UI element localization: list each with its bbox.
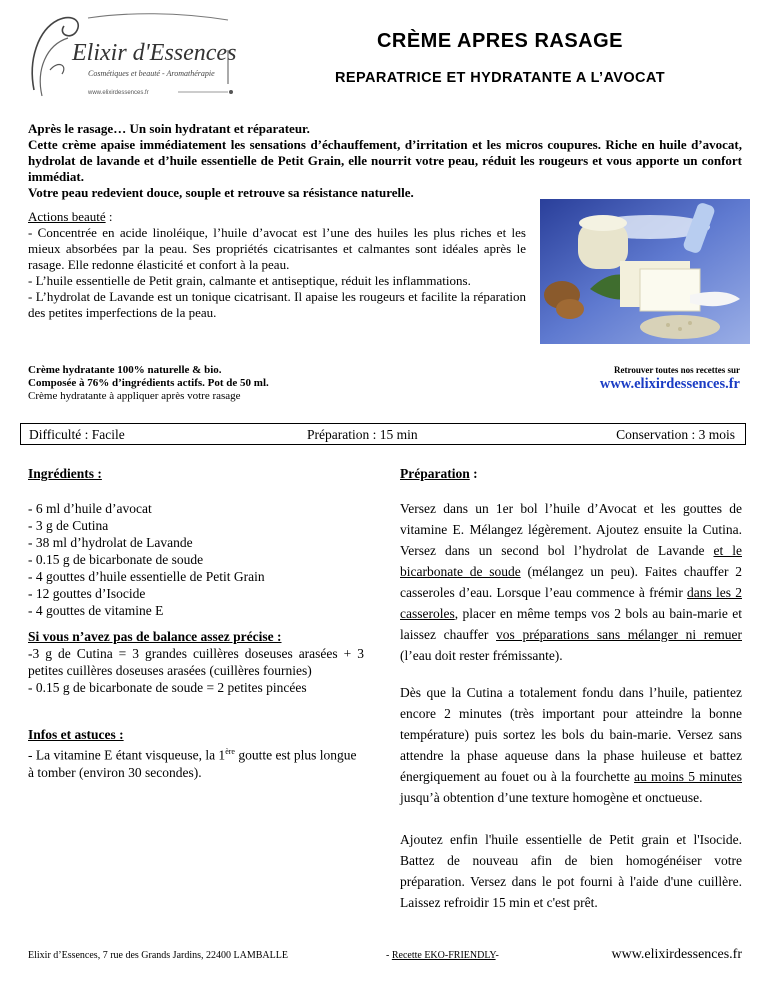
balance-section	[28, 628, 364, 696]
info-line: Composée à 76% d’ingrédients actifs. Pot de 50 ml.	[28, 377, 269, 389]
list-item: - 0.15 g de bicarbonate de soude	[28, 552, 204, 567]
balance-item: -3 g de Cutina = 3 grandes cuillères doseuses arasées + 3 petites cuillères doseuses arasées (cuillères fournies)	[28, 646, 364, 678]
spec-preparation: Préparation : 15 min	[307, 427, 418, 442]
logo-url: www.elixirdessences.fr	[88, 90, 149, 96]
actions-item: - Concentrée en acide linoléique, l’huile d’avocat est l’une des huiles les plus riches et les mieux absorbées par la peau. Ses propriétés cicatrisantes et calmantes sont idéales après le rasage. Elle redonne élasticité et confort à la peau.	[28, 225, 526, 272]
info-line: Crème hydratante à appliquer après votre rasage	[28, 390, 241, 402]
balance-heading: Si vous n’avez pas de balance assez précise :	[28, 629, 282, 644]
footer-recette-suffix: -	[495, 950, 499, 961]
intro-line: Votre peau redevient douce, souple et retrouve sa résistance naturelle.	[28, 185, 414, 200]
list-item: - 38 ml d’hydrolat de Lavande	[28, 535, 193, 550]
list-item: - 12 gouttes d’Isocide	[28, 586, 146, 601]
footer-recette-prefix: -	[386, 950, 392, 961]
prep-text: (l’eau doit rester frémissante).	[400, 648, 563, 663]
prep-text: , placer en même temps vos 2 bols au bain-marie et laissez chauffer	[400, 606, 742, 642]
product-info	[28, 364, 448, 403]
tips-heading: Infos et astuces :	[28, 727, 124, 742]
intro-line: Après le rasage… Un soin hydratant et réparateur.	[28, 121, 310, 136]
brand-logo	[28, 10, 236, 105]
prep-emphasis: vos préparations sans mélanger ni remuer	[496, 627, 742, 642]
spec-conservation: Conservation : 3 mois	[616, 427, 735, 442]
promo-label: Retrouver toutes nos recettes sur	[614, 365, 740, 375]
prep-text: (mélangez un peu). Faites chauffer 2 casseroles d’eau. Lorsque l’eau commence à frémir	[400, 564, 742, 600]
footer-recette-wrap	[386, 950, 499, 961]
actions-item: - L’huile essentielle de Petit grain, calmante et antiseptique, réduit les inflammations.	[28, 273, 471, 288]
list-item: - 3 g de Cutina	[28, 518, 109, 533]
intro-line: Cette crème apaise immédiatement les sensations d’échauffement, d’irritation et les micros coupures. Riche en huile d’avocat, hydrolat de lavande et d’huile essentielle de Petit Grain, elle nourrit votre peau, réduit les rougeurs et vous apporte un confort immédiat.	[28, 137, 742, 184]
tips-sup: ère	[225, 747, 235, 756]
preparation-heading-wrap	[400, 466, 478, 482]
prep-emphasis: dans les 2 casseroles	[400, 585, 742, 621]
prep-text: jusqu’à obtention d’une texture homogène et onctueuse.	[400, 790, 703, 805]
preparation-step	[400, 498, 742, 666]
prep-text: Ajoutez enfin l'huile essentielle de Petit grain et l'Isocide. Battez de nouveau afin de bien homogénéiser votre préparation. Versez dans le pot fourni à l'aide d'une cuillère. Laissez refroidir 15 min et c'est prêt.	[400, 832, 742, 910]
prep-emphasis: et le bicarbonate de soude	[400, 543, 742, 579]
intro-text	[28, 121, 742, 201]
footer-website[interactable]: www.elixirdessences.fr	[611, 947, 742, 962]
preparation-heading-suffix: :	[469, 466, 478, 481]
tips-text: - La vitamine E étant visqueuse, la 1	[28, 747, 226, 763]
page-title: CRÈME APRES RASAGE	[376, 30, 624, 52]
actions-heading: Actions beauté	[28, 209, 106, 224]
actions-item: - L’hydrolat de Lavande est un tonique cicatrisant. Il apaise les rougeurs et facilite la réparation des petites imperfections de la peau.	[28, 289, 526, 320]
footer-address: Elixir d’Essences, 7 rue des Grands Jardins, 22400 LAMBALLE	[28, 950, 288, 961]
prep-text: Dès que la Cutina a totalement fondu dans l’huile, patientez encore 2 minutes (très important pour atteindre la bonne température) puis sortez les bols du bain-marie. Versez sans attendre la phase aqueuse dans la phase huileuse et battez énergiquement au fouet ou à la fourchette	[400, 685, 742, 784]
tips-text-end: goutte est plus longue à tomber (environ 30 secondes).	[28, 747, 357, 780]
info-line: Crème hydratante 100% naturelle & bio.	[28, 364, 222, 376]
preparation-step	[400, 829, 742, 913]
actions-heading-suffix: :	[105, 209, 113, 224]
ingredients-list	[28, 500, 364, 619]
footer-recette-link[interactable]: Recette EKO-FRIENDLY	[391, 950, 496, 961]
list-item: - 4 gouttes d’huile essentielle de Petit Grain	[28, 569, 265, 584]
ingredients-heading: Ingrédients :	[28, 466, 102, 481]
recipe-specs	[20, 423, 746, 445]
page-subtitle: REPARATRICE ET HYDRATANTE A L’AVOCAT	[335, 70, 665, 86]
prep-emphasis: au moins 5 minutes	[634, 769, 742, 784]
balance-item: - 0.15 g de bicarbonate de soude = 2 petites pincées	[28, 680, 307, 695]
list-item: - 6 ml d’huile d’avocat	[28, 501, 152, 516]
spec-difficulty: Difficulté : Facile	[29, 427, 125, 442]
beauty-actions	[28, 209, 526, 321]
logo-brand: Elixir d'Essences	[72, 40, 236, 66]
prep-text: Versez dans un 1er bol l’huile d’Avocat et les gouttes de vitamine E. Mélangez légèrement. Ajoutez ensuite la Cutina. Versez dans un second bol l’hydrolat de Lavande	[400, 501, 742, 558]
tips-section	[28, 726, 364, 781]
logo-tagline: Cosmétiques et beauté - Aromathérapie	[88, 69, 215, 78]
preparation-step	[400, 682, 742, 808]
list-item: - 4 gouttes de vitamine E	[28, 603, 164, 618]
website-link[interactable]: www.elixirdessences.fr	[599, 376, 740, 392]
product-photo	[540, 199, 750, 344]
preparation-heading: Préparation	[400, 466, 470, 481]
